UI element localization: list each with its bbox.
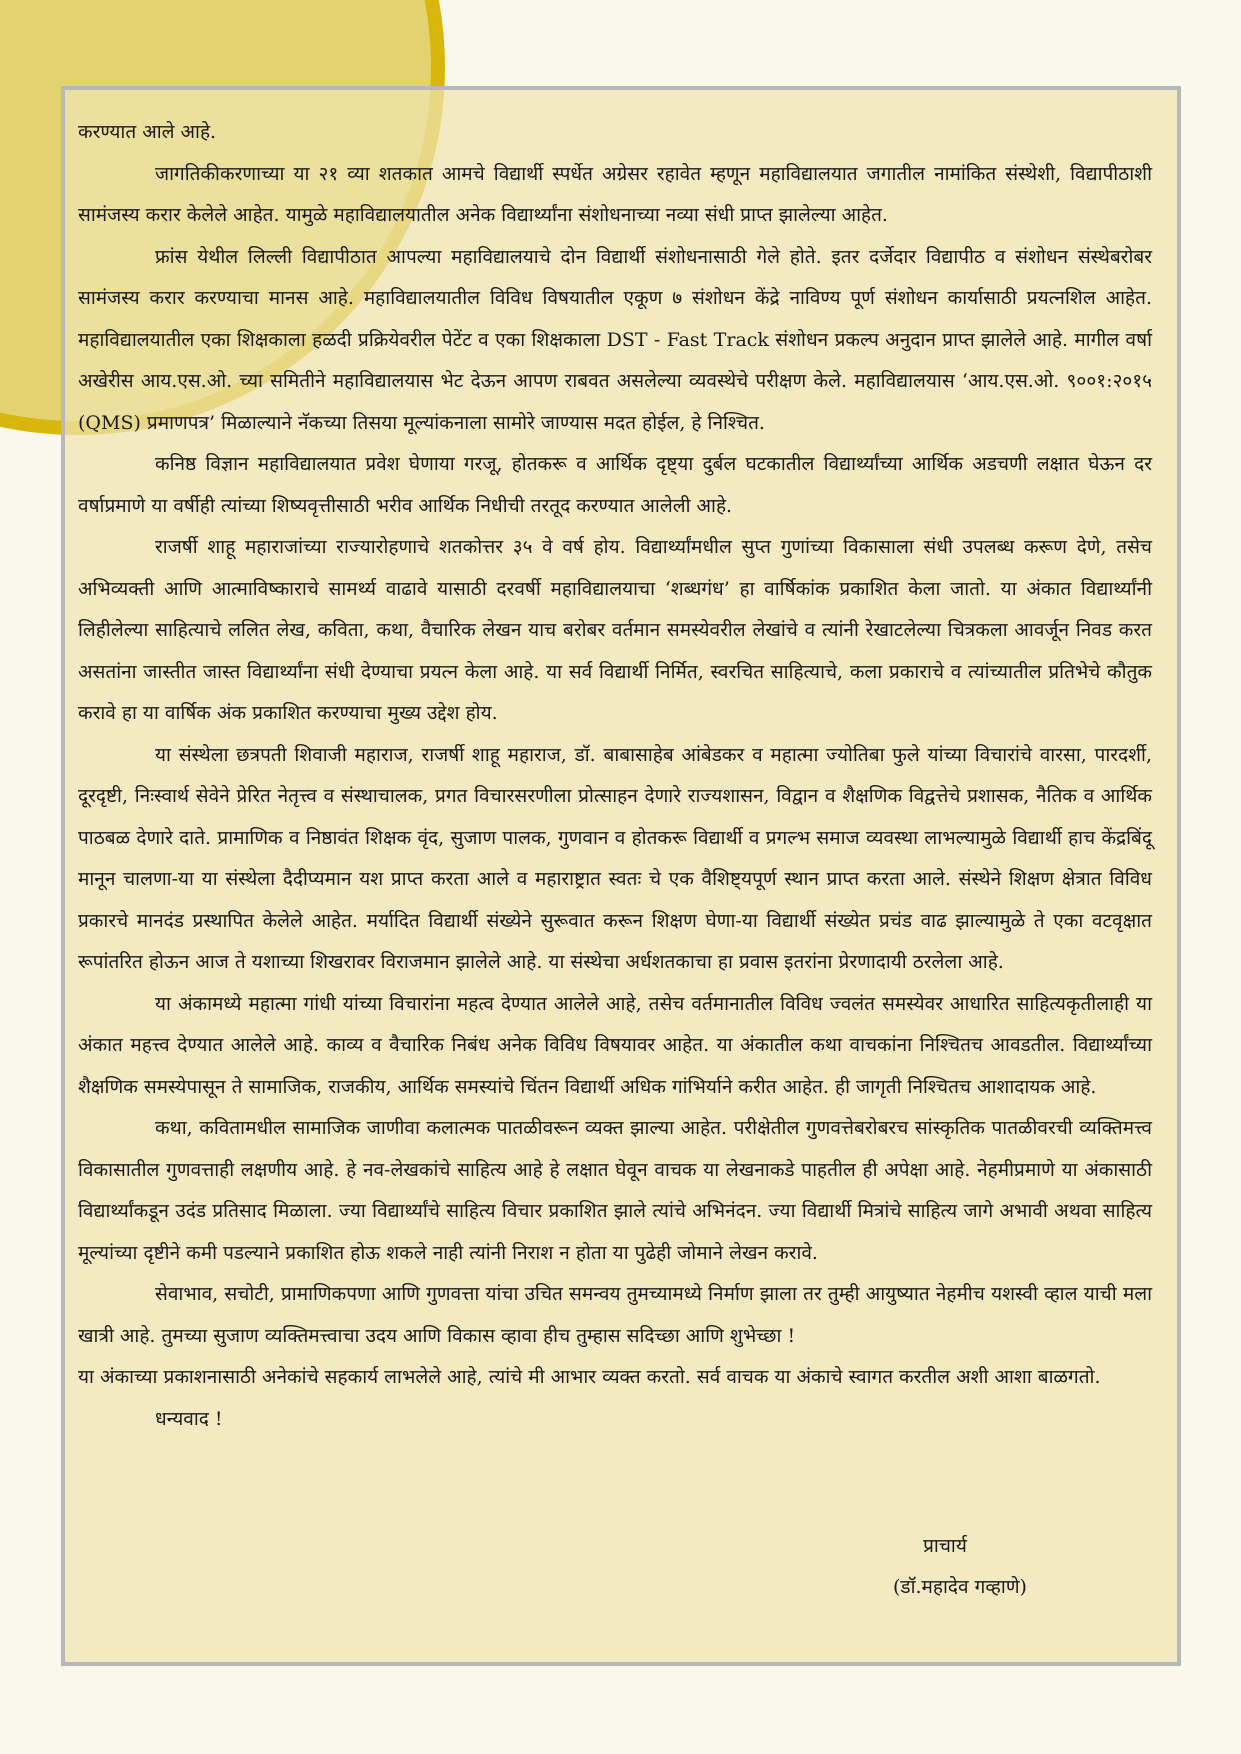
paragraph-acknowledgement: या अंकाच्या प्रकाशनासाठी अनेकांचे सहकार्य लाभलेले आहे, त्यांचे मी आभार व्यक्त करतो. सर्व वाचक या अंकाचे स्वागत करतील अशी आशा बाळगतो. bbox=[78, 1366, 1101, 1388]
signatory-name: (डॉ.महादेव गव्हाणे) bbox=[893, 1576, 1027, 1598]
paragraph: जागतिकीकरणाच्या या २१ व्या शतकात आमचे विद्यार्थी स्पर्धेत अग्रेसर रहावेत म्हणून महाविद्यालयात जगातील नामांकित संस्थेशी, विद्यापीठाशी सामंजस्य करार केलेले आहेत. यामुळे महाविद्यालयातील अनेक विद्यार्थ्यांना संशोधनाच्या नव्या संधी प्राप्त झालेल्या आहेत. bbox=[78, 162, 1152, 226]
paragraph: राजर्षी शाहू महाराजांच्या राज्यारोहणाचे शतकोत्तर ३५ वे वर्ष होय. विद्यार्थ्यांमधील सुप्त गुणांच्या विकासाला संधी उपलब्ध करूण देणे, तसेच अभिव्यक्ती आणि आत्माविष्काराचे सामर्थ्य वाढावे यासाठी दरवर्षी महाविद्यालयाचा ‘शब्धगंध’ हा वार्षिकांक प्रकाशित केला जातो. या अंकात विद्यार्थ्यांनी लिहीलेल्या साहित्याचे ललित लेख, कविता, कथा, वैचारिक लेखन याच बरोबर वर्तमान समस्येवरील लेखांचे व त्यांनी रेखाटलेल्या चित्रकला आवर्जून निवड करत असतांना जास्तीत जास्त विद्यार्थ्यांना संधी देण्याचा प्रयत्न केला आहे. या सर्व विद्यार्थी निर्मित, स्वरचित साहित्याचे, कला प्रकाराचे व त्यांच्यातील प्रतिभेचे कौतुक करावे हा या वार्षिक अंक प्रकाशित करण्याचा मुख्य उद्देश होय. bbox=[78, 536, 1152, 724]
paragraph: सेवाभाव, सचोटी, प्रामाणिकपणा आणि गुणवत्ता यांचा उचित समन्वय तुमच्यामध्ये निर्माण झाला तर तुम्ही आयुष्यात नेहमीच यशस्वी व्हाल याची मला खात्री आहे. तुमच्या सुजाण व्यक्तिमत्त्वाचा उदय आणि विकास व्हावा हीच तुम्हास सदिच्छा आणि शुभेच्छा ! bbox=[78, 1283, 1152, 1347]
paragraph: या अंकामध्ये महात्मा गांधी यांच्या विचारांना महत्व देण्यात आलेले आहे, तसेच वर्तमानातील विविध ज्वलंत समस्येवर आधारित साहित्यकृतीलाही या अंकात महत्त्व देण्यात आलेले आहे. काव्य व वैचारिक निबंध अनेक विविध विषयावर आहेत. या अंकातील कथा वाचकांना निश्चितच आवडतील. विद्यार्थ्यांच्या शैक्षणिक समस्येपासून ते सामाजिक, राजकीय, आर्थिक समस्यांचे चिंतन विद्यार्थी अधिक गांभिर्याने करीत आहेत. ही जागृती निश्चितच आशादायक आहे. bbox=[78, 992, 1152, 1098]
paragraph-continuation: करण्यात आले आहे. bbox=[78, 121, 217, 143]
paragraph: फ्रांस येथील लिल्ली विद्यापीठात आपल्या महाविद्यालयाचे दोन विद्यार्थी संशोधनासाठी गेले होते. इतर दर्जेदार विद्यापीठ व संशोधन संस्थेबरोबर सामंजस्य करार करण्याचा मानस आहे. महाविद्यालयातील विविध विषयातील एकूण ७ संशोधन केंद्रे नाविण्य पूर्ण संशोधन कार्यासाठी प्रयत्नशिल आहेत. महाविद्यालयातील एका शिक्षकाला हळदी प्रक्रियेवरील पेटेंट व एका शिक्षकाला DST - Fast Track संशोधन प्रकल्प अनुदान प्राप्त झालेले आहे. मागील वर्षा अखेरीस आय.एस.ओ. च्या समितीने महाविद्यालयास भेट देऊन आपण राबवत असलेल्या व्यवस्थेचे परीक्षण केले. महाविद्यालयास ‘आय.एस.ओ. ९००१:२०१५ (QMS) प्रमाणपत्र’ मिळाल्याने नॅकच्या तिसया मूल्यांकनाला सामोरे जाण्यास मदत होईल, हे निश्चित. bbox=[78, 245, 1152, 434]
thanks-line: धन्यवाद ! bbox=[155, 1407, 223, 1430]
letter-body bbox=[78, 112, 1152, 1440]
signatory-title: प्राचार्य bbox=[923, 1535, 967, 1557]
paragraph: कथा, कवितामधील सामाजिक जाणीवा कलात्मक पातळीवरून व्यक्त झाल्या आहेत. परीक्षेतील गुणवत्तेबरोबरच सांस्कृतिक पातळीवरची व्यक्तिमत्त्व विकासातील गुणवत्ताही लक्षणीय आहे. हे नव-लेखकांचे साहित्य आहे हे लक्षात घेवून वाचक या लेखनाकडे पाहतील ही अपेक्षा आहे. नेहमीप्रमाणे या अंकासाठी विद्यार्थ्यांकडून उदंड प्रतिसाद मिळाला. ज्या विद्यार्थ्यांचे साहित्य विचार प्रकाशित झाले त्यांचे अभिनंदन. ज्या विद्यार्थी मित्रांचे साहित्य जागे अभावी अथवा साहित्य मूल्यांच्या दृष्टीने कमी पडल्याने प्रकाशित होऊ शकले नाही त्यांनी निराश न होता या पुढेही जोमाने लेखन करावे. bbox=[78, 1117, 1152, 1264]
paragraph: कनिष्ठ विज्ञान महाविद्यालयात प्रवेश घेणाया गरजू, होतकरू व आर्थिक दृष्ट्या दुर्बल घटकातील विद्यार्थ्यांच्या आर्थिक अडचणी लक्षात घेऊन दर वर्षाप्रमाणे या वर्षीही त्यांच्या शिष्यवृत्तीसाठी भरीव आर्थिक निधीची तरतूद करण्यात आलेली आहे. bbox=[78, 453, 1152, 517]
paragraph: या संस्थेला छत्रपती शिवाजी महाराज, राजर्षी शाहू महाराज, डॉ. बाबासाहेब आंबेडकर व महात्मा ज्योतिबा फुले यांच्या विचारांचे वारसा, पारदर्शी, दूरदृष्टी, निःस्वार्थ सेवेने प्रेरित नेतृत्त्व व संस्थाचालक, प्रगत विचारसरणीला प्रोत्साहन देणारे राज्यशासन, विद्वान व शैक्षणिक विद्वत्तेचे प्रशासक, नैतिक व आर्थिक पाठबळ देणारे दाते. प्रामाणिक व निष्ठावंत शिक्षक वृंद, सुजाण पालक, गुणवान व होतकरू विद्यार्थी व प्रगल्भ समाज व्यवस्था लाभल्यामुळे विद्यार्थी हाच केंद्रबिंदू मानून चालणा-या या संस्थेला दैदीप्यमान यश प्राप्त करता आले व महाराष्ट्रात स्वतः चे एक वैशिष्ट्यपूर्ण स्थान प्राप्त करता आले. संस्थेने शिक्षण क्षेत्रात विविध प्रकारचे मानदंड प्रस्थापित केलेले आहेत. मर्यादित विद्यार्थी संख्येने सुरूवात करून शिक्षण घेणा-या विद्यार्थी संख्येत प्रचंड वाढ झाल्यामुळे ते एका वटवृक्षात रूपांतरित होऊन आज ते यशाच्या शिखरावर विराजमान झालेले आहे. या संस्थेचा अर्धशतकाचा हा प्रवास इतरांना प्रेरणादायी ठरलेला आहे. bbox=[78, 743, 1152, 973]
